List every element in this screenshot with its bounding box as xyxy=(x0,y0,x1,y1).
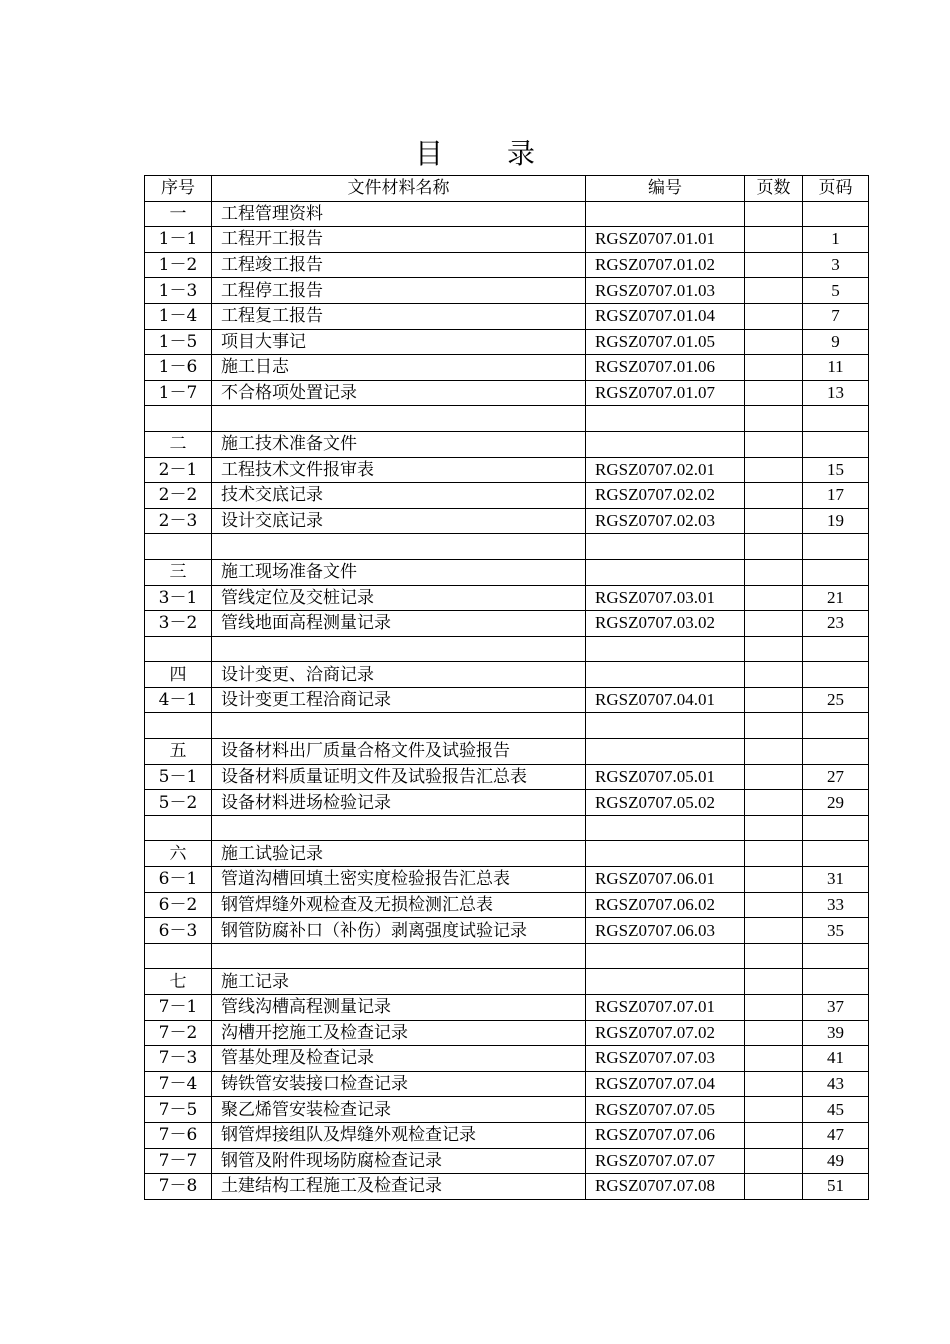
table-row xyxy=(145,739,869,765)
cell-page: 27 xyxy=(803,764,869,790)
cell-pages xyxy=(745,918,803,944)
cell-code: RGSZ0707.07.01 xyxy=(586,995,745,1021)
cell-name: 设备材料进场检验记录 xyxy=(212,790,586,816)
cell-seq xyxy=(145,636,212,662)
cell-seq: 6－1 xyxy=(145,867,212,893)
table-row xyxy=(145,406,869,432)
table-row xyxy=(145,892,869,918)
cell-code: RGSZ0707.01.02 xyxy=(586,252,745,278)
table-row xyxy=(145,1097,869,1123)
table-row xyxy=(145,815,869,841)
cell-name: 项目大事记 xyxy=(212,329,586,355)
cell-code: RGSZ0707.07.06 xyxy=(586,1122,745,1148)
cell-page xyxy=(803,943,869,969)
table-row xyxy=(145,611,869,637)
title-char-1: 目 xyxy=(414,137,443,170)
cell-code: RGSZ0707.03.02 xyxy=(586,611,745,637)
cell-page: 37 xyxy=(803,995,869,1021)
cell-pages xyxy=(745,764,803,790)
cell-seq: 1－3 xyxy=(145,278,212,304)
cell-pages xyxy=(745,534,803,560)
cell-seq xyxy=(145,943,212,969)
cell-name: 工程停工报告 xyxy=(212,278,586,304)
cell-code xyxy=(586,943,745,969)
cell-seq: 2－3 xyxy=(145,508,212,534)
table-row xyxy=(145,355,869,381)
cell-pages xyxy=(745,611,803,637)
cell-page xyxy=(803,815,869,841)
cell-pages xyxy=(745,303,803,329)
cell-pages xyxy=(745,483,803,509)
cell-code xyxy=(586,713,745,739)
cell-seq xyxy=(145,815,212,841)
table-row xyxy=(145,841,869,867)
header-pages: 页数 xyxy=(745,176,803,202)
cell-page: 13 xyxy=(803,380,869,406)
cell-name: 设备材料出厂质量合格文件及试验报告 xyxy=(212,739,586,765)
table-row xyxy=(145,303,869,329)
cell-page xyxy=(803,201,869,227)
cell-pages xyxy=(745,227,803,253)
toc-body xyxy=(145,201,869,1199)
cell-name: 设计变更工程洽商记录 xyxy=(212,687,586,713)
table-row xyxy=(145,431,869,457)
cell-code: RGSZ0707.06.03 xyxy=(586,918,745,944)
cell-name: 工程开工报告 xyxy=(212,227,586,253)
cell-seq: 1－6 xyxy=(145,355,212,381)
cell-page: 33 xyxy=(803,892,869,918)
cell-pages xyxy=(745,713,803,739)
cell-code: RGSZ0707.07.03 xyxy=(586,1046,745,1072)
cell-page xyxy=(803,406,869,432)
cell-pages xyxy=(745,969,803,995)
table-row xyxy=(145,1148,869,1174)
cell-seq: 7－5 xyxy=(145,1097,212,1123)
cell-seq: 六 xyxy=(145,841,212,867)
cell-page: 9 xyxy=(803,329,869,355)
cell-page: 7 xyxy=(803,303,869,329)
cell-page: 5 xyxy=(803,278,869,304)
cell-page: 43 xyxy=(803,1071,869,1097)
cell-name: 施工现场准备文件 xyxy=(212,559,586,585)
cell-seq: 6－2 xyxy=(145,892,212,918)
table-row xyxy=(145,1020,869,1046)
table-row xyxy=(145,508,869,534)
cell-code: RGSZ0707.05.02 xyxy=(586,790,745,816)
cell-pages xyxy=(745,815,803,841)
cell-seq: 7－7 xyxy=(145,1148,212,1174)
cell-name xyxy=(212,713,586,739)
table-row xyxy=(145,918,869,944)
cell-name: 钢管及附件现场防腐检查记录 xyxy=(212,1148,586,1174)
cell-page xyxy=(803,841,869,867)
cell-seq: 3－2 xyxy=(145,611,212,637)
cell-code: RGSZ0707.07.08 xyxy=(586,1174,745,1200)
cell-name: 不合格项处置记录 xyxy=(212,380,586,406)
cell-code: RGSZ0707.01.04 xyxy=(586,303,745,329)
cell-name: 设备材料质量证明文件及试验报告汇总表 xyxy=(212,764,586,790)
table-row xyxy=(145,201,869,227)
cell-name: 设计交底记录 xyxy=(212,508,586,534)
cell-pages xyxy=(745,995,803,1021)
cell-page: 39 xyxy=(803,1020,869,1046)
cell-name: 管线定位及交桩记录 xyxy=(212,585,586,611)
cell-page: 45 xyxy=(803,1097,869,1123)
cell-code xyxy=(586,969,745,995)
cell-pages xyxy=(745,867,803,893)
title-char-2: 录 xyxy=(507,137,536,170)
table-row xyxy=(145,380,869,406)
cell-name xyxy=(212,815,586,841)
table-row xyxy=(145,662,869,688)
cell-code: RGSZ0707.07.07 xyxy=(586,1148,745,1174)
cell-page xyxy=(803,739,869,765)
cell-page: 25 xyxy=(803,687,869,713)
cell-code xyxy=(586,636,745,662)
cell-pages xyxy=(745,636,803,662)
cell-seq xyxy=(145,406,212,432)
table-row xyxy=(145,329,869,355)
table-row xyxy=(145,1122,869,1148)
cell-page: 23 xyxy=(803,611,869,637)
cell-name: 设计变更、洽商记录 xyxy=(212,662,586,688)
cell-name: 管线地面高程测量记录 xyxy=(212,611,586,637)
cell-page: 51 xyxy=(803,1174,869,1200)
table-row xyxy=(145,969,869,995)
cell-pages xyxy=(745,892,803,918)
cell-seq: 5－1 xyxy=(145,764,212,790)
cell-name: 施工日志 xyxy=(212,355,586,381)
cell-code xyxy=(586,841,745,867)
table-row xyxy=(145,252,869,278)
cell-pages xyxy=(745,687,803,713)
cell-page: 31 xyxy=(803,867,869,893)
cell-name: 管线沟槽高程测量记录 xyxy=(212,995,586,1021)
cell-seq xyxy=(145,534,212,560)
cell-seq: 4－1 xyxy=(145,687,212,713)
cell-name: 工程管理资料 xyxy=(212,201,586,227)
cell-name: 工程竣工报告 xyxy=(212,252,586,278)
table-row xyxy=(145,457,869,483)
table-row xyxy=(145,1174,869,1200)
cell-seq: 7－1 xyxy=(145,995,212,1021)
cell-pages xyxy=(745,585,803,611)
table-row xyxy=(145,559,869,585)
cell-pages xyxy=(745,252,803,278)
cell-page xyxy=(803,713,869,739)
cell-pages xyxy=(745,1122,803,1148)
cell-seq: 3－1 xyxy=(145,585,212,611)
cell-name: 钢管防腐补口（补伤）剥离强度试验记录 xyxy=(212,918,586,944)
cell-code: RGSZ0707.02.02 xyxy=(586,483,745,509)
cell-seq: 7－2 xyxy=(145,1020,212,1046)
cell-pages xyxy=(745,739,803,765)
cell-name: 钢管焊接组队及焊缝外观检查记录 xyxy=(212,1122,586,1148)
table-row xyxy=(145,1071,869,1097)
cell-seq: 2－2 xyxy=(145,483,212,509)
cell-code xyxy=(586,406,745,432)
table-row xyxy=(145,278,869,304)
table-row xyxy=(145,687,869,713)
cell-pages xyxy=(745,431,803,457)
cell-seq: 7－4 xyxy=(145,1071,212,1097)
cell-code xyxy=(586,739,745,765)
cell-seq: 7－6 xyxy=(145,1122,212,1148)
cell-pages xyxy=(745,1097,803,1123)
cell-page: 41 xyxy=(803,1046,869,1072)
cell-pages xyxy=(745,406,803,432)
cell-name: 工程复工报告 xyxy=(212,303,586,329)
cell-name: 管道沟槽回填土密实度检验报告汇总表 xyxy=(212,867,586,893)
cell-pages xyxy=(745,1020,803,1046)
table-row xyxy=(145,995,869,1021)
header-row xyxy=(145,176,869,202)
cell-seq: 1－4 xyxy=(145,303,212,329)
cell-code: RGSZ0707.06.01 xyxy=(586,867,745,893)
cell-code xyxy=(586,534,745,560)
table-row xyxy=(145,585,869,611)
cell-seq: 1－7 xyxy=(145,380,212,406)
cell-name: 工程技术文件报审表 xyxy=(212,457,586,483)
cell-seq: 7－3 xyxy=(145,1046,212,1072)
cell-page xyxy=(803,534,869,560)
toc-table xyxy=(144,175,869,1200)
header-page: 页码 xyxy=(803,176,869,202)
cell-seq: 1－1 xyxy=(145,227,212,253)
cell-code xyxy=(586,815,745,841)
cell-seq xyxy=(145,713,212,739)
cell-seq: 七 xyxy=(145,969,212,995)
table-row xyxy=(145,483,869,509)
cell-code xyxy=(586,559,745,585)
cell-pages xyxy=(745,355,803,381)
cell-seq: 6－3 xyxy=(145,918,212,944)
cell-name xyxy=(212,406,586,432)
cell-page xyxy=(803,636,869,662)
cell-page xyxy=(803,662,869,688)
cell-code: RGSZ0707.05.01 xyxy=(586,764,745,790)
cell-pages xyxy=(745,201,803,227)
cell-page: 1 xyxy=(803,227,869,253)
page-title xyxy=(0,132,950,172)
cell-pages xyxy=(745,278,803,304)
cell-seq: 一 xyxy=(145,201,212,227)
cell-seq: 五 xyxy=(145,739,212,765)
cell-seq: 7－8 xyxy=(145,1174,212,1200)
cell-name xyxy=(212,943,586,969)
cell-page: 21 xyxy=(803,585,869,611)
cell-page: 17 xyxy=(803,483,869,509)
cell-code: RGSZ0707.07.02 xyxy=(586,1020,745,1046)
cell-name: 土建结构工程施工及检查记录 xyxy=(212,1174,586,1200)
cell-name: 铸铁管安装接口检查记录 xyxy=(212,1071,586,1097)
cell-pages xyxy=(745,559,803,585)
cell-pages xyxy=(745,329,803,355)
cell-code: RGSZ0707.01.06 xyxy=(586,355,745,381)
cell-seq: 1－5 xyxy=(145,329,212,355)
cell-page xyxy=(803,431,869,457)
cell-page xyxy=(803,969,869,995)
cell-pages xyxy=(745,1174,803,1200)
cell-code: RGSZ0707.07.04 xyxy=(586,1071,745,1097)
cell-name: 聚乙烯管安装检查记录 xyxy=(212,1097,586,1123)
table-row xyxy=(145,713,869,739)
cell-page: 19 xyxy=(803,508,869,534)
table-row xyxy=(145,867,869,893)
header-name: 文件材料名称 xyxy=(212,176,586,202)
cell-pages xyxy=(745,508,803,534)
cell-seq: 二 xyxy=(145,431,212,457)
cell-pages xyxy=(745,1071,803,1097)
table-row xyxy=(145,790,869,816)
cell-pages xyxy=(745,1046,803,1072)
cell-code: RGSZ0707.03.01 xyxy=(586,585,745,611)
cell-seq: 5－2 xyxy=(145,790,212,816)
cell-seq: 三 xyxy=(145,559,212,585)
cell-code: RGSZ0707.01.01 xyxy=(586,227,745,253)
cell-name: 钢管焊缝外观检查及无损检测汇总表 xyxy=(212,892,586,918)
cell-code: RGSZ0707.07.05 xyxy=(586,1097,745,1123)
table-row xyxy=(145,764,869,790)
cell-name: 管基处理及检查记录 xyxy=(212,1046,586,1072)
cell-pages xyxy=(745,1148,803,1174)
cell-page: 49 xyxy=(803,1148,869,1174)
cell-pages xyxy=(745,662,803,688)
cell-pages xyxy=(745,457,803,483)
cell-code: RGSZ0707.01.03 xyxy=(586,278,745,304)
cell-code xyxy=(586,431,745,457)
cell-seq: 四 xyxy=(145,662,212,688)
cell-page: 47 xyxy=(803,1122,869,1148)
cell-page xyxy=(803,559,869,585)
cell-page: 11 xyxy=(803,355,869,381)
cell-name: 施工试验记录 xyxy=(212,841,586,867)
cell-name: 施工技术准备文件 xyxy=(212,431,586,457)
table-row xyxy=(145,636,869,662)
cell-page: 29 xyxy=(803,790,869,816)
table-row xyxy=(145,534,869,560)
cell-code xyxy=(586,662,745,688)
cell-seq: 2－1 xyxy=(145,457,212,483)
cell-page: 3 xyxy=(803,252,869,278)
cell-pages xyxy=(745,380,803,406)
cell-code xyxy=(586,201,745,227)
table-row xyxy=(145,1046,869,1072)
table-row xyxy=(145,943,869,969)
cell-name: 沟槽开挖施工及检查记录 xyxy=(212,1020,586,1046)
header-seq: 序号 xyxy=(145,176,212,202)
cell-name xyxy=(212,534,586,560)
cell-code: RGSZ0707.06.02 xyxy=(586,892,745,918)
cell-name xyxy=(212,636,586,662)
cell-name: 施工记录 xyxy=(212,969,586,995)
cell-name: 技术交底记录 xyxy=(212,483,586,509)
cell-code: RGSZ0707.01.05 xyxy=(586,329,745,355)
cell-pages xyxy=(745,790,803,816)
cell-pages xyxy=(745,841,803,867)
header-code: 编号 xyxy=(586,176,745,202)
cell-page: 35 xyxy=(803,918,869,944)
cell-seq: 1－2 xyxy=(145,252,212,278)
cell-pages xyxy=(745,943,803,969)
cell-page: 15 xyxy=(803,457,869,483)
cell-code: RGSZ0707.02.03 xyxy=(586,508,745,534)
cell-code: RGSZ0707.02.01 xyxy=(586,457,745,483)
cell-code: RGSZ0707.04.01 xyxy=(586,687,745,713)
table-row xyxy=(145,227,869,253)
cell-code: RGSZ0707.01.07 xyxy=(586,380,745,406)
